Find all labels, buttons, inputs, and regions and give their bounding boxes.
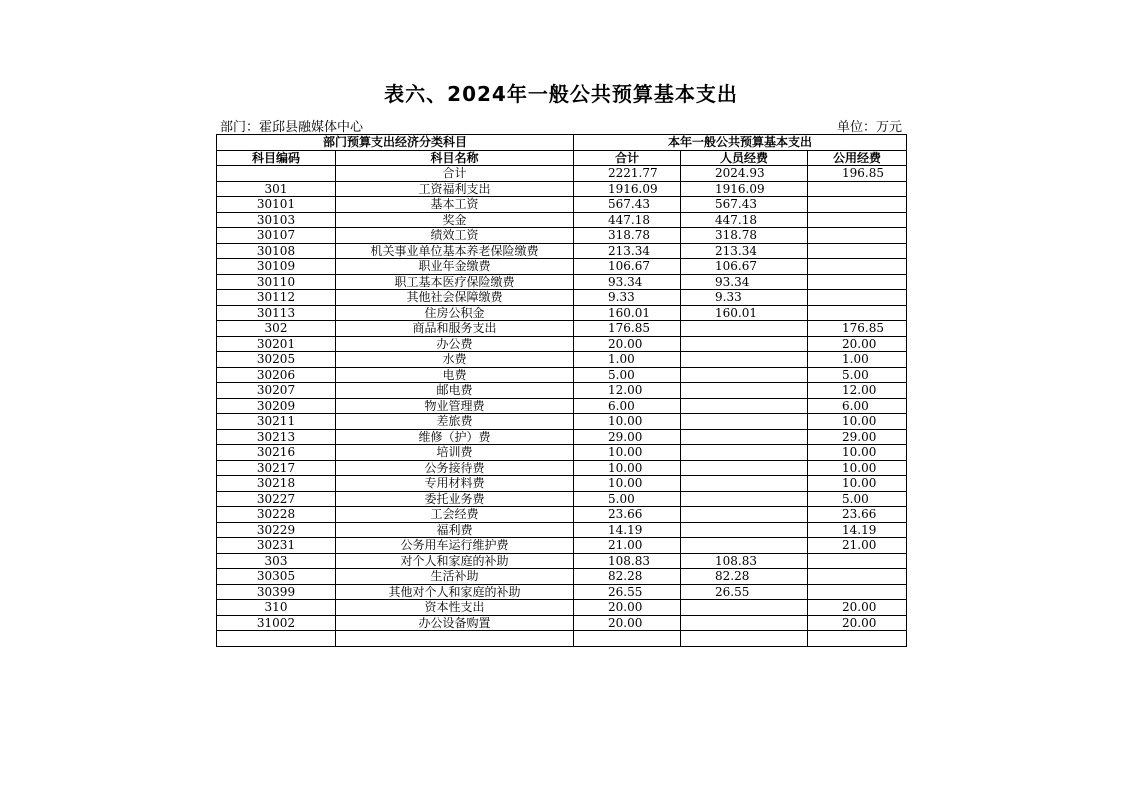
- cell-code: 30103: [217, 212, 336, 228]
- table-row: [217, 243, 907, 259]
- cell-public: [808, 197, 907, 213]
- header-code: 科目编码: [217, 150, 336, 166]
- cell-personnel: [681, 429, 808, 445]
- cell-public: 23.66: [808, 507, 907, 523]
- cell-name: 邮电费: [336, 383, 574, 399]
- cell-name: 专用材料费: [336, 476, 574, 492]
- cell-code: 30110: [217, 274, 336, 290]
- table-row: [217, 491, 907, 507]
- table-row: [217, 212, 907, 228]
- header-group-classification: 部门预算支出经济分类科目: [217, 135, 574, 151]
- cell-name: 绩效工资: [336, 228, 574, 244]
- cell-name: 商品和服务支出: [336, 321, 574, 337]
- cell-personnel: [681, 398, 808, 414]
- cell-code: 30108: [217, 243, 336, 259]
- cell-public: 14.19: [808, 522, 907, 538]
- cell-personnel: [681, 352, 808, 368]
- cell-code: 302: [217, 321, 336, 337]
- cell-public: 10.00: [808, 476, 907, 492]
- cell-public: 196.85: [808, 166, 907, 182]
- cell-name: 办公费: [336, 336, 574, 352]
- cell-total: 2221.77: [574, 166, 681, 182]
- cell-total: 6.00: [574, 398, 681, 414]
- table-row: [217, 290, 907, 306]
- cell-public: 1.00: [808, 352, 907, 368]
- table-row: [217, 631, 907, 647]
- cell-public: 6.00: [808, 398, 907, 414]
- table-row: [217, 398, 907, 414]
- cell-personnel: 9.33: [681, 290, 808, 306]
- table-row: [217, 569, 907, 585]
- cell-name: 福利费: [336, 522, 574, 538]
- cell-name: 电费: [336, 367, 574, 383]
- cell-public: 10.00: [808, 414, 907, 430]
- cell-public: 12.00: [808, 383, 907, 399]
- cell-public: 20.00: [808, 600, 907, 616]
- cell-public: 5.00: [808, 367, 907, 383]
- cell-total: 213.34: [574, 243, 681, 259]
- cell-total: 10.00: [574, 460, 681, 476]
- cell-name: 工资福利支出: [336, 181, 574, 197]
- cell-code: 31002: [217, 615, 336, 631]
- table-row: [217, 476, 907, 492]
- cell-public: 21.00: [808, 538, 907, 554]
- cell-public: 5.00: [808, 491, 907, 507]
- table-row: [217, 321, 907, 337]
- table-row: [217, 305, 907, 321]
- cell-code: 30209: [217, 398, 336, 414]
- cell-total: 93.34: [574, 274, 681, 290]
- cell-name: 物业管理费: [336, 398, 574, 414]
- table-row: [217, 197, 907, 213]
- cell-personnel: 318.78: [681, 228, 808, 244]
- cell-code: 30205: [217, 352, 336, 368]
- cell-name: 培训费: [336, 445, 574, 461]
- cell-public: [808, 553, 907, 569]
- cell-personnel: [681, 522, 808, 538]
- cell-total: 26.55: [574, 584, 681, 600]
- cell-total: 20.00: [574, 336, 681, 352]
- cell-total: 176.85: [574, 321, 681, 337]
- cell-public: 20.00: [808, 336, 907, 352]
- cell-personnel: 93.34: [681, 274, 808, 290]
- cell-public: [808, 631, 907, 647]
- cell-code: 30201: [217, 336, 336, 352]
- cell-personnel: [681, 414, 808, 430]
- cell-code: 30229: [217, 522, 336, 538]
- cell-name: 工会经费: [336, 507, 574, 523]
- cell-personnel: 108.83: [681, 553, 808, 569]
- cell-public: [808, 259, 907, 275]
- cell-personnel: [681, 460, 808, 476]
- cell-public: [808, 228, 907, 244]
- cell-personnel: 82.28: [681, 569, 808, 585]
- cell-name: 其他对个人和家庭的补助: [336, 584, 574, 600]
- cell-personnel: [681, 507, 808, 523]
- cell-name: 对个人和家庭的补助: [336, 553, 574, 569]
- table-row: [217, 228, 907, 244]
- cell-code: 30218: [217, 476, 336, 492]
- cell-personnel: [681, 631, 808, 647]
- cell-code: 30227: [217, 491, 336, 507]
- header-group-expenditure: 本年一般公共预算基本支出: [574, 135, 907, 151]
- cell-code: [217, 166, 336, 182]
- cell-personnel: 447.18: [681, 212, 808, 228]
- cell-total: 5.00: [574, 491, 681, 507]
- table-row: [217, 429, 907, 445]
- table-row: [217, 600, 907, 616]
- table-row: [217, 383, 907, 399]
- header-personnel: 人员经费: [681, 150, 808, 166]
- table-row: [217, 507, 907, 523]
- cell-personnel: [681, 491, 808, 507]
- cell-name: 公务用车运行维护费: [336, 538, 574, 554]
- cell-code: 30206: [217, 367, 336, 383]
- cell-total: 23.66: [574, 507, 681, 523]
- cell-personnel: [681, 367, 808, 383]
- cell-name: 资本性支出: [336, 600, 574, 616]
- cell-total: 10.00: [574, 476, 681, 492]
- cell-code: 303: [217, 553, 336, 569]
- table-row: [217, 352, 907, 368]
- cell-personnel: [681, 600, 808, 616]
- cell-public: [808, 243, 907, 259]
- cell-public: [808, 290, 907, 306]
- table-row: [217, 414, 907, 430]
- cell-total: 20.00: [574, 615, 681, 631]
- table-row: [217, 460, 907, 476]
- table-row: [217, 584, 907, 600]
- header-group-row: [217, 135, 907, 151]
- cell-personnel: 567.43: [681, 197, 808, 213]
- cell-total: 106.67: [574, 259, 681, 275]
- cell-public: [808, 584, 907, 600]
- table-row: [217, 259, 907, 275]
- cell-personnel: 213.34: [681, 243, 808, 259]
- cell-total: 318.78: [574, 228, 681, 244]
- cell-code: 310: [217, 600, 336, 616]
- cell-total: 10.00: [574, 445, 681, 461]
- cell-code: 30109: [217, 259, 336, 275]
- cell-name: 职工基本医疗保险缴费: [336, 274, 574, 290]
- cell-personnel: [681, 321, 808, 337]
- cell-name: 其他社会保障缴费: [336, 290, 574, 306]
- page-title: 表六、2024年一般公共预算基本支出: [384, 82, 738, 106]
- cell-code: 30207: [217, 383, 336, 399]
- cell-name: 差旅费: [336, 414, 574, 430]
- table-row: [217, 274, 907, 290]
- cell-personnel: [681, 383, 808, 399]
- cell-public: [808, 569, 907, 585]
- cell-public: [808, 305, 907, 321]
- cell-name: 住房公积金: [336, 305, 574, 321]
- cell-personnel: 160.01: [681, 305, 808, 321]
- table-row: [217, 538, 907, 554]
- cell-name: [336, 631, 574, 647]
- cell-code: 301: [217, 181, 336, 197]
- cell-code: 30213: [217, 429, 336, 445]
- cell-code: 30107: [217, 228, 336, 244]
- cell-total: 1916.09: [574, 181, 681, 197]
- cell-code: 30113: [217, 305, 336, 321]
- table-row: [217, 367, 907, 383]
- cell-public: [808, 181, 907, 197]
- cell-personnel: 26.55: [681, 584, 808, 600]
- table-row: [217, 336, 907, 352]
- cell-name: 委托业务费: [336, 491, 574, 507]
- header-total: 合计: [574, 150, 681, 166]
- unit-label: 单位：万元: [836, 120, 902, 135]
- table-row: [217, 522, 907, 538]
- cell-personnel: [681, 615, 808, 631]
- cell-code: 30217: [217, 460, 336, 476]
- cell-total: 12.00: [574, 383, 681, 399]
- cell-public: 29.00: [808, 429, 907, 445]
- cell-personnel: [681, 476, 808, 492]
- cell-public: 10.00: [808, 445, 907, 461]
- cell-name: 水费: [336, 352, 574, 368]
- cell-name: 职业年金缴费: [336, 259, 574, 275]
- cell-total: 14.19: [574, 522, 681, 538]
- table-row: [217, 166, 907, 182]
- cell-name: 基本工资: [336, 197, 574, 213]
- cell-name: 合计: [336, 166, 574, 182]
- cell-personnel: 2024.93: [681, 166, 808, 182]
- cell-name: 办公设备购置: [336, 615, 574, 631]
- cell-total: 29.00: [574, 429, 681, 445]
- cell-public: 10.00: [808, 460, 907, 476]
- cell-total: 447.18: [574, 212, 681, 228]
- cell-code: 30399: [217, 584, 336, 600]
- table-row: [217, 553, 907, 569]
- cell-name: 维修（护）费: [336, 429, 574, 445]
- cell-total: 21.00: [574, 538, 681, 554]
- cell-name: 机关事业单位基本养老保险缴费: [336, 243, 574, 259]
- cell-total: 5.00: [574, 367, 681, 383]
- cell-code: 30211: [217, 414, 336, 430]
- cell-code: 30216: [217, 445, 336, 461]
- cell-code: 30112: [217, 290, 336, 306]
- cell-name: 生活补助: [336, 569, 574, 585]
- table-row: [217, 181, 907, 197]
- cell-public: 20.00: [808, 615, 907, 631]
- cell-code: 30101: [217, 197, 336, 213]
- cell-total: 1.00: [574, 352, 681, 368]
- cell-total: 567.43: [574, 197, 681, 213]
- cell-personnel: 1916.09: [681, 181, 808, 197]
- cell-name: 奖金: [336, 212, 574, 228]
- cell-total: 108.83: [574, 553, 681, 569]
- cell-personnel: [681, 445, 808, 461]
- cell-code: 30231: [217, 538, 336, 554]
- table-row: [217, 445, 907, 461]
- budget-table: [216, 134, 907, 647]
- cell-total: 160.01: [574, 305, 681, 321]
- cell-total: [574, 631, 681, 647]
- cell-personnel: 106.67: [681, 259, 808, 275]
- cell-total: 20.00: [574, 600, 681, 616]
- cell-public: [808, 274, 907, 290]
- header-public: 公用经费: [808, 150, 907, 166]
- table-row: [217, 615, 907, 631]
- cell-total: 10.00: [574, 414, 681, 430]
- cell-public: [808, 212, 907, 228]
- cell-code: 30228: [217, 507, 336, 523]
- header-column-row: [217, 150, 907, 166]
- cell-total: 9.33: [574, 290, 681, 306]
- cell-total: 82.28: [574, 569, 681, 585]
- department-label: 部门：霍邱县融媒体中心: [220, 120, 364, 135]
- cell-personnel: [681, 336, 808, 352]
- cell-personnel: [681, 538, 808, 554]
- cell-public: 176.85: [808, 321, 907, 337]
- cell-code: 30305: [217, 569, 336, 585]
- cell-code: [217, 631, 336, 647]
- header-name: 科目名称: [336, 150, 574, 166]
- cell-name: 公务接待费: [336, 460, 574, 476]
- table-body: [217, 166, 907, 647]
